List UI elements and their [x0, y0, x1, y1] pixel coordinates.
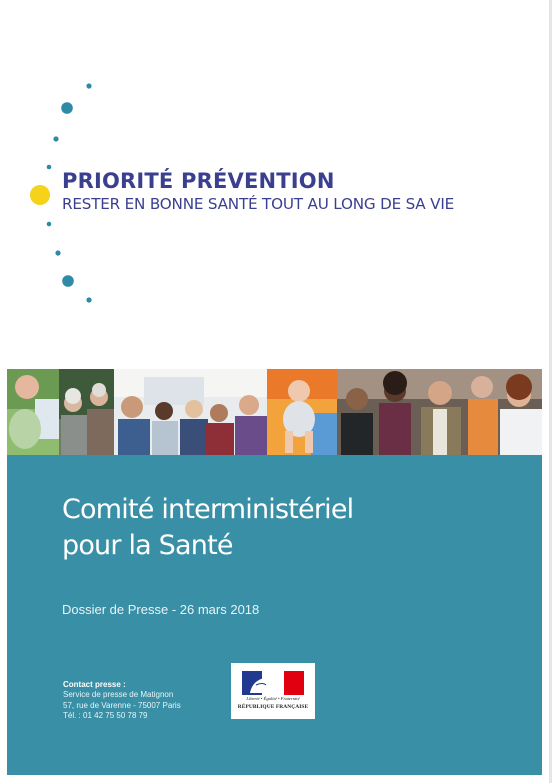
priority-title: PRIORITÉ PRÉVENTION [62, 169, 335, 193]
priority-subtitle: RESTER EN BONNE SANTÉ TOUT AU LONG DE SA VIE [62, 195, 454, 213]
photo-baby [267, 369, 337, 455]
document-title [62, 492, 353, 564]
contact-address: 57, rue de Varenne - 75007 Paris [63, 700, 181, 710]
decorative-dots [0, 0, 140, 320]
dot [86, 297, 91, 302]
title-line-2: pour la Santé [62, 530, 233, 561]
contact-phone: Tél. : 01 42 75 50 78 79 [63, 710, 148, 720]
dot [62, 275, 74, 287]
photo-classroom [114, 369, 267, 455]
logo-name: RÉPUBLIQUE FRANÇAISE [237, 704, 309, 710]
dot [47, 222, 52, 227]
title-line-1: Comité interministériel [62, 494, 354, 525]
dot [47, 165, 52, 170]
photo-group-adults [337, 369, 542, 455]
dot [53, 136, 58, 141]
contact-heading: Contact presse : [63, 680, 126, 689]
republique-francaise-logo [231, 663, 315, 719]
dot [86, 83, 91, 88]
dossier-date: Dossier de Presse - 26 mars 2018 [62, 602, 260, 617]
header [62, 169, 454, 213]
press-contact [63, 680, 181, 721]
photo-elderly-couple [59, 369, 114, 455]
marianne-flag-icon [242, 671, 304, 695]
dot [61, 102, 73, 114]
dot-yellow [30, 185, 50, 205]
dot [55, 250, 60, 255]
contact-service: Service de presse de Matignon [63, 690, 174, 700]
photo-child-doctor [7, 369, 59, 455]
cover-panel [7, 455, 542, 775]
photo-collage [7, 369, 542, 455]
logo-motto: Liberté • Égalité • Fraternité [246, 696, 300, 701]
